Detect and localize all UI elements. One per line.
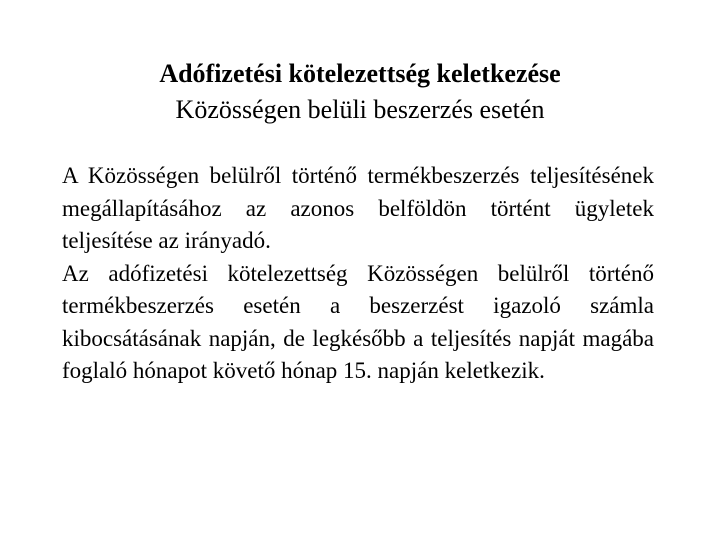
paragraph-2: Az adófizetési kötelezettség Közösségen belülről történő termékbeszerzés esetén a beszerzést igazoló számla kibocsátásának napján, de legkésőbb a teljesítés napját magába foglaló hónapot követő hónap 15. napján keletkezik.	[62, 260, 654, 383]
title-subtitle: Közösségen belüli beszerzés esetén	[175, 95, 545, 124]
title-main: Adófizetési kötelezettség keletkezése	[159, 59, 561, 88]
paragraph-1: A Közösségen belülről történő termékbeszerzés teljesítésének megállapításához az azonos belföldön történt ügyletek teljesítése az irányadó.	[62, 163, 654, 253]
slide-title	[60, 56, 660, 128]
slide-body	[62, 160, 654, 388]
